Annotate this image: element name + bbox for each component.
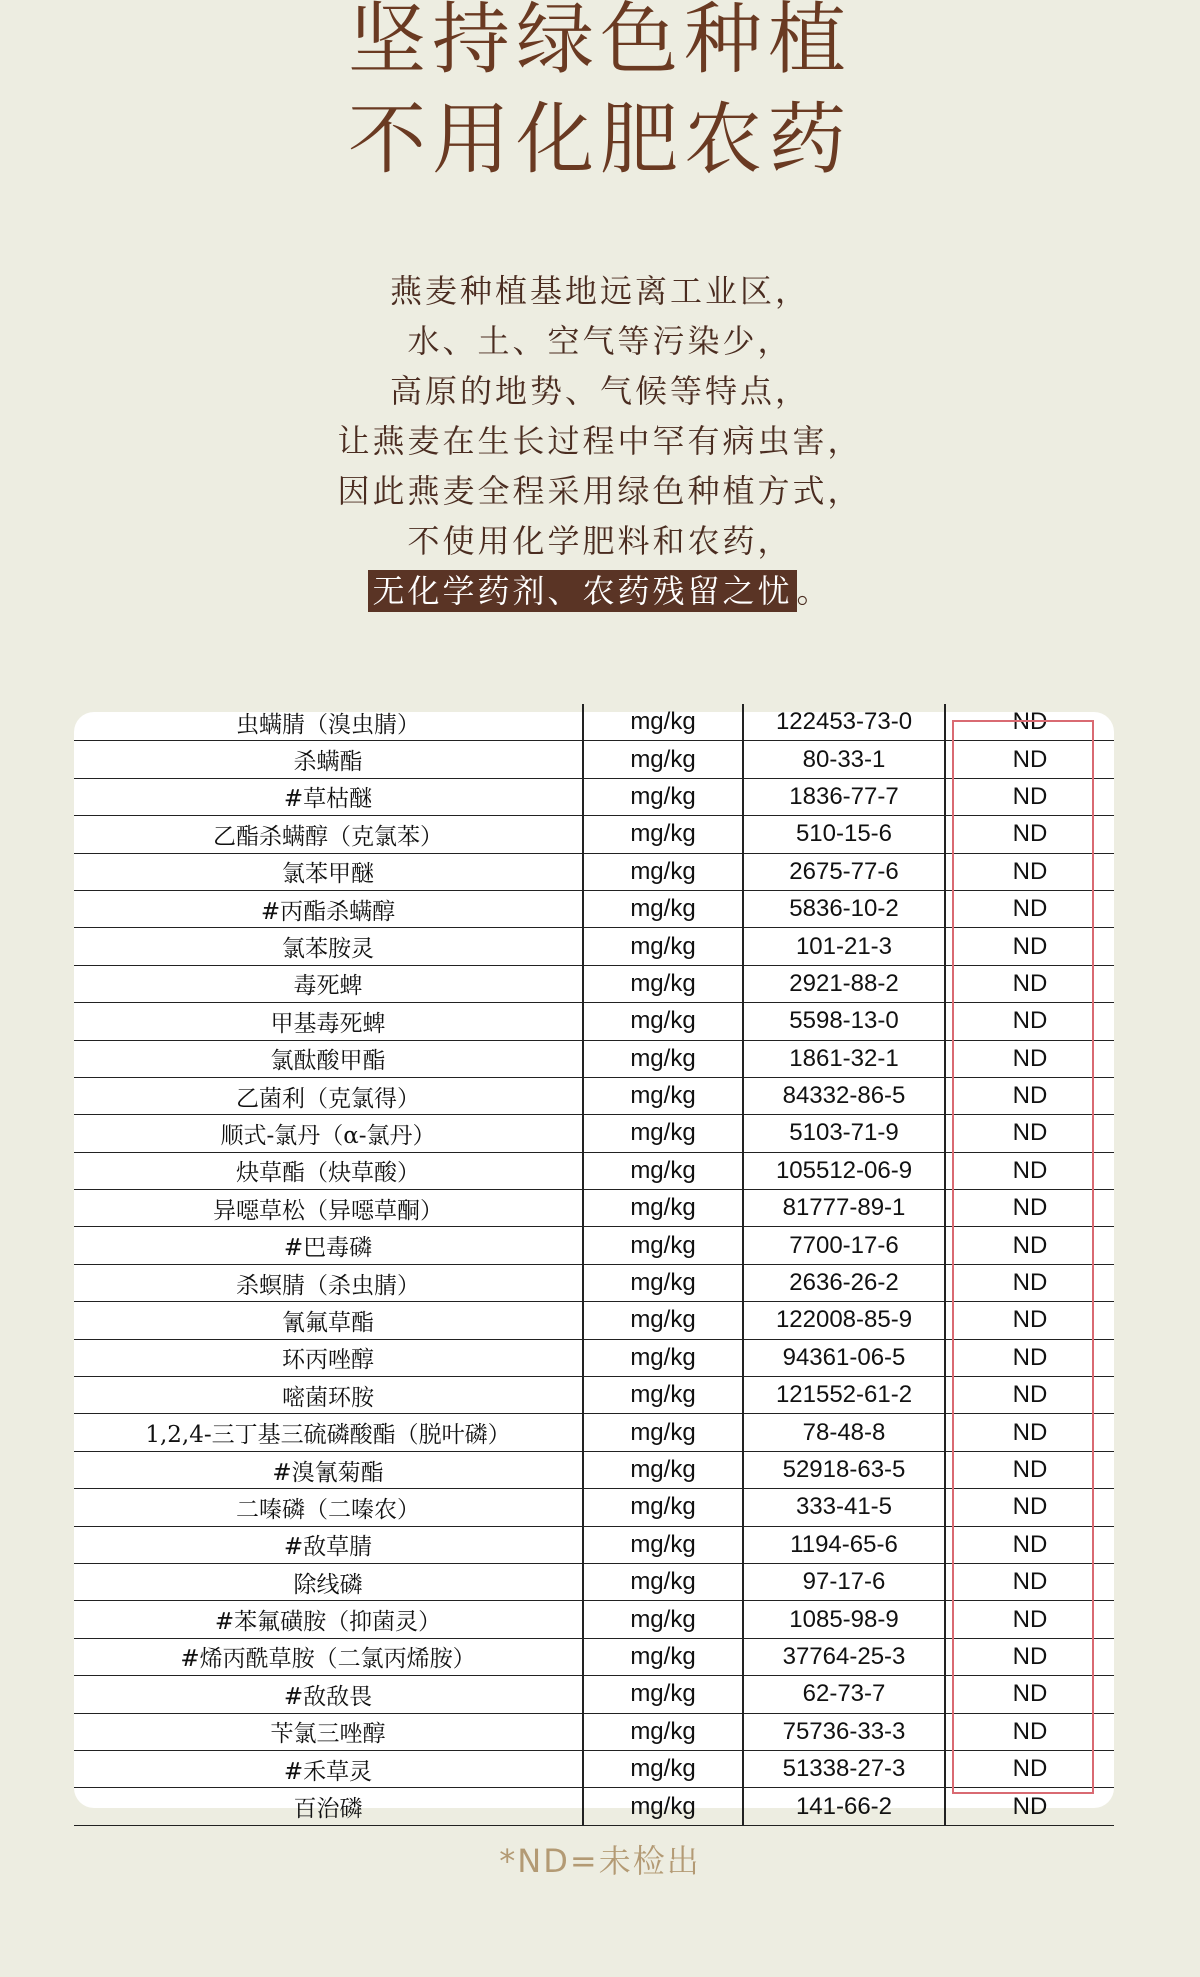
cas-number-cell: 333-41-5 [743, 1489, 945, 1526]
result-cell: ND [945, 741, 1114, 778]
pesticide-name-cell: 乙菌利（克氯得） [74, 1077, 583, 1114]
cas-number-cell: 101-21-3 [743, 928, 945, 965]
result-cell: ND [945, 704, 1114, 741]
headline-line-2: 不用化肥农药 [347, 95, 852, 185]
intro-line: 燕麦种植基地远离工业区， [389, 272, 810, 310]
cas-number-cell: 5836-10-2 [743, 890, 945, 927]
unit-cell: mg/kg [583, 816, 743, 853]
cas-number-cell: 1194-65-6 [743, 1526, 945, 1563]
cas-number-cell: 2921-88-2 [743, 965, 945, 1002]
cas-number-cell: 5103-71-9 [743, 1115, 945, 1152]
unit-cell: mg/kg [583, 1040, 743, 1077]
table-row [74, 1526, 1114, 1563]
table-row [74, 1003, 1114, 1040]
pesticide-name-cell: #丙酯杀螨醇 [74, 890, 583, 927]
intro-paragraph [0, 266, 1200, 616]
cas-number-cell: 121552-61-2 [743, 1377, 945, 1414]
pesticide-name-cell: 氯苯甲醚 [74, 853, 583, 890]
table-row [74, 1190, 1114, 1227]
unit-cell: mg/kg [583, 1115, 743, 1152]
cas-number-cell: 75736-33-3 [743, 1713, 945, 1750]
unit-cell: mg/kg [583, 1077, 743, 1114]
cas-number-cell: 1861-32-1 [743, 1040, 945, 1077]
unit-cell: mg/kg [583, 1264, 743, 1301]
unit-cell: mg/kg [583, 1003, 743, 1040]
test-results-table [74, 704, 1114, 1826]
cas-number-cell: 78-48-8 [743, 1414, 945, 1451]
result-cell: ND [945, 1563, 1114, 1600]
table-row [74, 1788, 1114, 1825]
unit-cell: mg/kg [583, 778, 743, 815]
result-cell: ND [945, 1676, 1114, 1713]
pesticide-name-cell: 氰氟草酯 [74, 1302, 583, 1339]
result-cell: ND [945, 816, 1114, 853]
table-row [74, 741, 1114, 778]
pesticide-name-cell: 毒死蜱 [74, 965, 583, 1002]
table-row [74, 1451, 1114, 1488]
table-row [74, 1563, 1114, 1600]
pesticide-name-cell: 百治磷 [74, 1788, 583, 1825]
result-cell: ND [945, 1227, 1114, 1264]
pesticide-name-cell: 氯苯胺灵 [74, 928, 583, 965]
result-cell: ND [945, 965, 1114, 1002]
pesticide-name-cell: #烯丙酰草胺（二氯丙烯胺） [74, 1638, 583, 1675]
intro-line: 让燕麦在生长过程中罕有病虫害， [337, 422, 863, 460]
pesticide-name-cell: 环丙唑醇 [74, 1339, 583, 1376]
table-row [74, 1601, 1114, 1638]
pesticide-name-cell: #草枯醚 [74, 778, 583, 815]
pesticide-name-cell: 甲基毒死蜱 [74, 1003, 583, 1040]
table-row [74, 1414, 1114, 1451]
result-cell: ND [945, 1377, 1114, 1414]
pesticide-name-cell: #苯氟磺胺（抑菌灵） [74, 1601, 583, 1638]
pesticide-name-cell: 杀螟腈（杀虫腈） [74, 1264, 583, 1301]
intro-highlight-suffix: 。 [796, 572, 832, 610]
result-cell: ND [945, 1750, 1114, 1787]
cas-number-cell: 1085-98-9 [743, 1601, 945, 1638]
test-results-table-card [74, 708, 1114, 1823]
cas-number-cell: 51338-27-3 [743, 1750, 945, 1787]
pesticide-name-cell: #禾草灵 [74, 1750, 583, 1787]
table-row [74, 890, 1114, 927]
cas-number-cell: 94361-06-5 [743, 1339, 945, 1376]
unit-cell: mg/kg [583, 1302, 743, 1339]
result-cell: ND [945, 1115, 1114, 1152]
table-row [74, 1638, 1114, 1675]
pesticide-name-cell: 1,2,4-三丁基三硫磷酸酯（脱叶磷） [74, 1414, 583, 1451]
result-cell: ND [945, 1414, 1114, 1451]
pesticide-name-cell: #敌草腈 [74, 1526, 583, 1563]
unit-cell: mg/kg [583, 928, 743, 965]
pesticide-name-cell: #溴氰菊酯 [74, 1451, 583, 1488]
result-cell: ND [945, 1077, 1114, 1114]
unit-cell: mg/kg [583, 1750, 743, 1787]
result-cell: ND [945, 1489, 1114, 1526]
cas-number-cell: 2675-77-6 [743, 853, 945, 890]
pesticide-name-cell: 嘧菌环胺 [74, 1377, 583, 1414]
result-cell: ND [945, 1526, 1114, 1563]
pesticide-name-cell: 顺式-氯丹（α-氯丹） [74, 1115, 583, 1152]
cas-number-cell: 1836-77-7 [743, 778, 945, 815]
cas-number-cell: 62-73-7 [743, 1676, 945, 1713]
intro-line: 因此燕麦全程采用绿色种植方式， [337, 472, 863, 510]
unit-cell: mg/kg [583, 1601, 743, 1638]
unit-cell: mg/kg [583, 1339, 743, 1376]
table-row [74, 1713, 1114, 1750]
result-cell: ND [945, 1190, 1114, 1227]
table-row [74, 1077, 1114, 1114]
result-cell: ND [945, 1152, 1114, 1189]
unit-cell: mg/kg [583, 1152, 743, 1189]
pesticide-name-cell: 除线磷 [74, 1563, 583, 1600]
result-cell: ND [945, 1601, 1114, 1638]
result-cell: ND [945, 928, 1114, 965]
unit-cell: mg/kg [583, 1638, 743, 1675]
result-cell: ND [945, 1003, 1114, 1040]
result-cell: ND [945, 1040, 1114, 1077]
table-row [74, 853, 1114, 890]
table-row [74, 1302, 1114, 1339]
intro-highlight: 无化学药剂、农药残留之忧 [368, 570, 796, 612]
pesticide-name-cell: 乙酯杀螨醇（克氯苯） [74, 816, 583, 853]
result-cell: ND [945, 1302, 1114, 1339]
cas-number-cell: 141-66-2 [743, 1788, 945, 1825]
result-cell: ND [945, 778, 1114, 815]
intro-line: 水、土、空气等污染少， [407, 322, 793, 360]
unit-cell: mg/kg [583, 1788, 743, 1825]
table-row [74, 704, 1114, 741]
cas-number-cell: 37764-25-3 [743, 1638, 945, 1675]
unit-cell: mg/kg [583, 1489, 743, 1526]
table-row [74, 1115, 1114, 1152]
pesticide-name-cell: 异噁草松（异噁草酮） [74, 1190, 583, 1227]
pesticide-name-cell: 炔草酯（炔草酸） [74, 1152, 583, 1189]
pesticide-name-cell: 杀螨酯 [74, 741, 583, 778]
cas-number-cell: 122008-85-9 [743, 1302, 945, 1339]
table-row [74, 816, 1114, 853]
unit-cell: mg/kg [583, 1713, 743, 1750]
pesticide-name-cell: #敌敌畏 [74, 1676, 583, 1713]
headline-line-1: 坚持绿色种植 [347, 0, 852, 85]
result-cell: ND [945, 1451, 1114, 1488]
intro-highlight-line [0, 566, 1200, 616]
pesticide-name-cell: 虫螨腈（溴虫腈） [74, 704, 583, 741]
intro-line: 高原的地势、气候等特点， [389, 372, 810, 410]
unit-cell: mg/kg [583, 1563, 743, 1600]
result-cell: ND [945, 1638, 1114, 1675]
cas-number-cell: 122453-73-0 [743, 704, 945, 741]
table-row [74, 965, 1114, 1002]
pesticide-name-cell: 二嗪磷（二嗪农） [74, 1489, 583, 1526]
cas-number-cell: 510-15-6 [743, 816, 945, 853]
pesticide-name-cell: 氯酞酸甲酯 [74, 1040, 583, 1077]
cas-number-cell: 84332-86-5 [743, 1077, 945, 1114]
cas-number-cell: 52918-63-5 [743, 1451, 945, 1488]
unit-cell: mg/kg [583, 1414, 743, 1451]
unit-cell: mg/kg [583, 1190, 743, 1227]
intro-line: 不使用化学肥料和农药， [407, 522, 793, 560]
unit-cell: mg/kg [583, 1227, 743, 1264]
result-cell: ND [945, 1264, 1114, 1301]
cas-number-cell: 97-17-6 [743, 1563, 945, 1600]
unit-cell: mg/kg [583, 965, 743, 1002]
table-row [74, 1676, 1114, 1713]
table-row [74, 1152, 1114, 1189]
result-cell: ND [945, 853, 1114, 890]
unit-cell: mg/kg [583, 704, 743, 741]
cas-number-cell: 2636-26-2 [743, 1264, 945, 1301]
footnote: *ND=未检出 [499, 1842, 701, 1880]
table-row [74, 1040, 1114, 1077]
result-cell: ND [945, 890, 1114, 927]
table-row [74, 928, 1114, 965]
table-row [74, 1489, 1114, 1526]
unit-cell: mg/kg [583, 1377, 743, 1414]
cas-number-cell: 105512-06-9 [743, 1152, 945, 1189]
result-cell: ND [945, 1713, 1114, 1750]
unit-cell: mg/kg [583, 741, 743, 778]
table-row [74, 1377, 1114, 1414]
cas-number-cell: 81777-89-1 [743, 1190, 945, 1227]
unit-cell: mg/kg [583, 1676, 743, 1713]
table-row [74, 1264, 1114, 1301]
cas-number-cell: 5598-13-0 [743, 1003, 945, 1040]
table-row [74, 1227, 1114, 1264]
test-results-body [74, 704, 1114, 1825]
cas-number-cell: 7700-17-6 [743, 1227, 945, 1264]
table-row [74, 778, 1114, 815]
unit-cell: mg/kg [583, 853, 743, 890]
table-row [74, 1750, 1114, 1787]
unit-cell: mg/kg [583, 1451, 743, 1488]
table-row [74, 1339, 1114, 1376]
unit-cell: mg/kg [583, 890, 743, 927]
result-cell: ND [945, 1788, 1114, 1825]
result-cell: ND [945, 1339, 1114, 1376]
pesticide-name-cell: 苄氯三唑醇 [74, 1713, 583, 1750]
unit-cell: mg/kg [583, 1526, 743, 1563]
cas-number-cell: 80-33-1 [743, 741, 945, 778]
pesticide-name-cell: #巴毒磷 [74, 1227, 583, 1264]
